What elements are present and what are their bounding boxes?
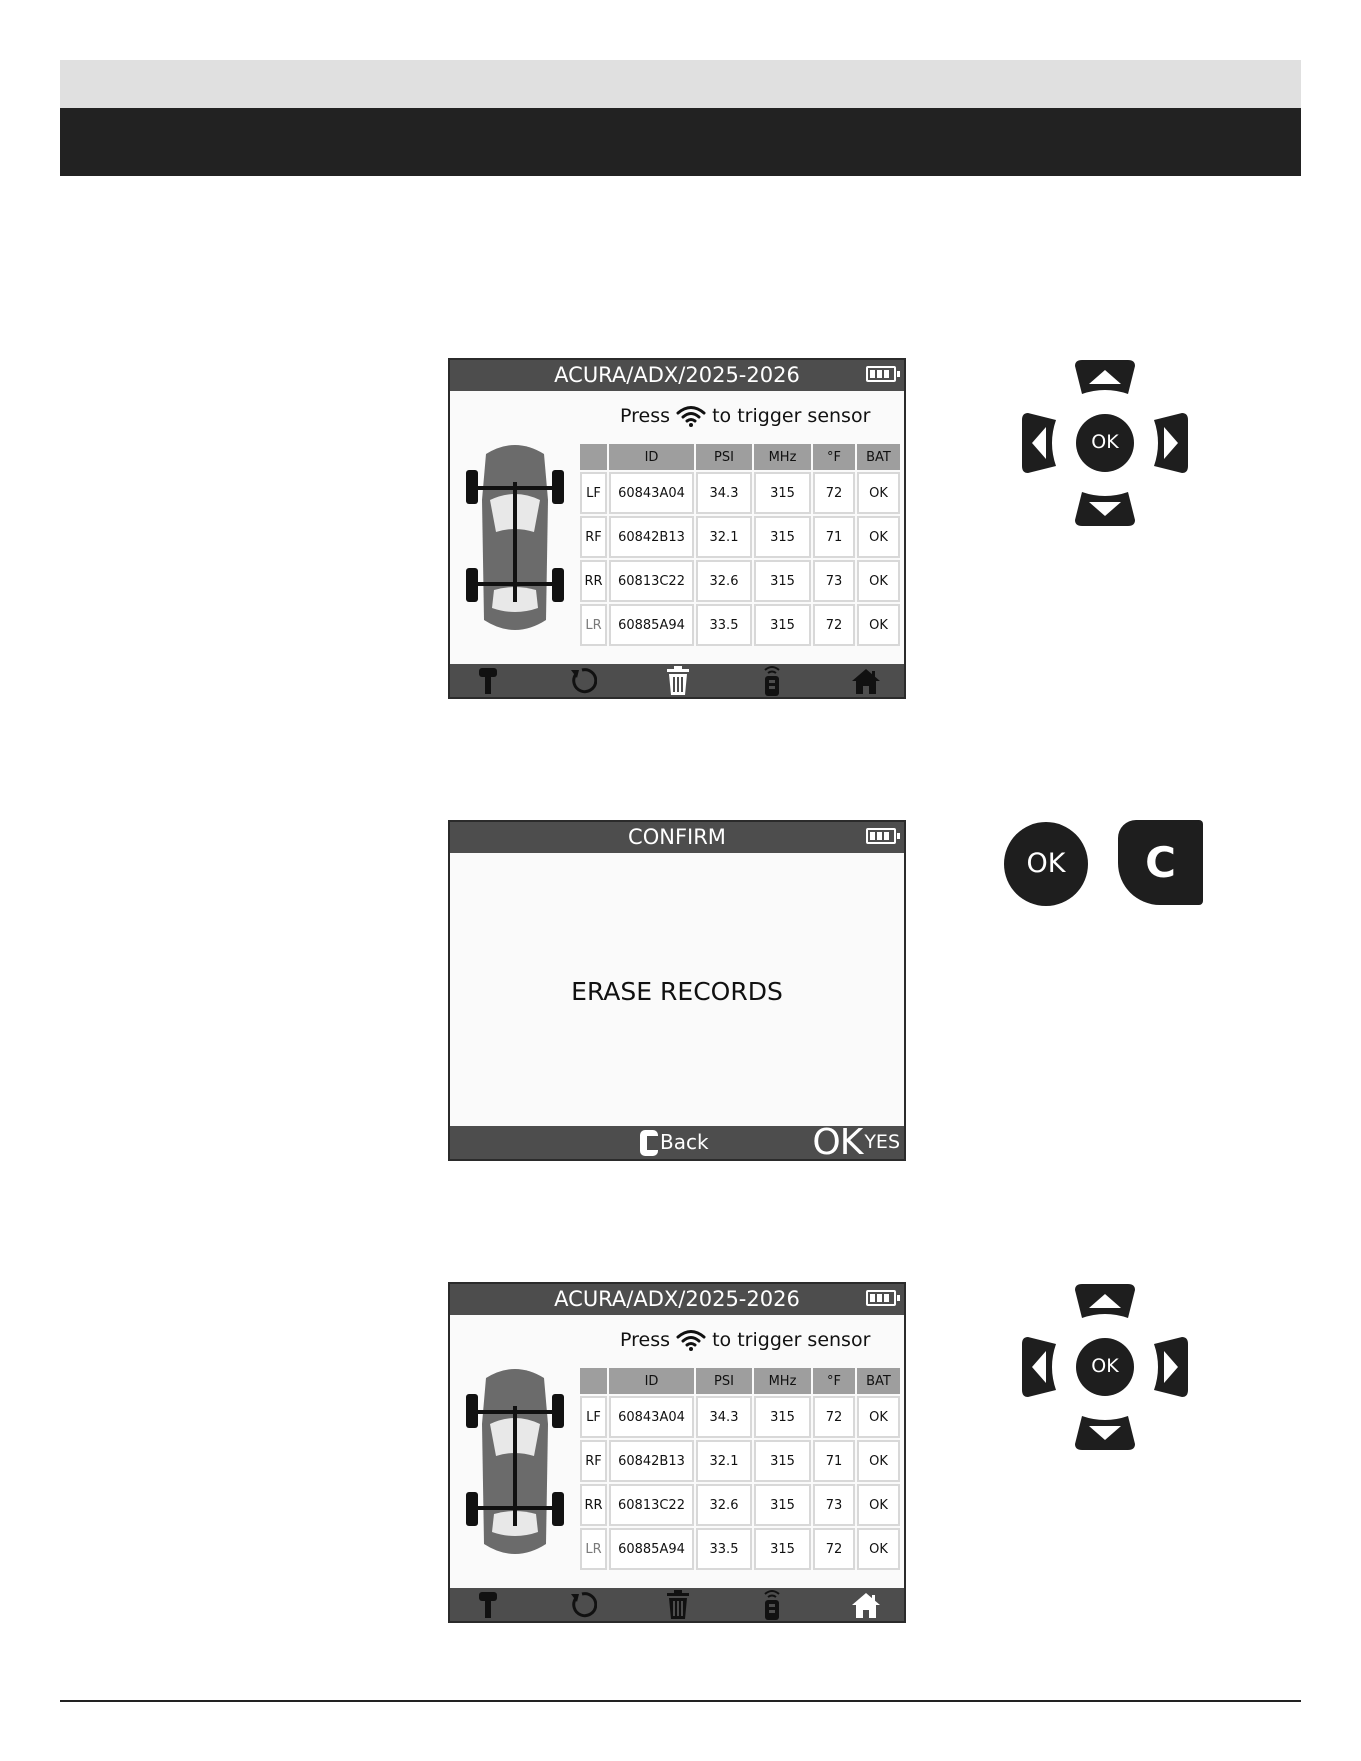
trash-icon[interactable] bbox=[658, 1588, 698, 1621]
cell-mhz: 315 bbox=[754, 472, 811, 514]
sensor-tool-icon[interactable] bbox=[468, 1588, 508, 1621]
car-diagram bbox=[464, 440, 566, 642]
cell-position: LF bbox=[580, 472, 607, 514]
screen-title-bar bbox=[450, 360, 904, 391]
home-icon[interactable] bbox=[846, 1588, 886, 1621]
ok-center-button[interactable]: OK bbox=[1091, 1355, 1119, 1377]
prompt-text-after: to trigger sensor bbox=[712, 405, 871, 427]
battery-icon bbox=[866, 828, 896, 844]
table-row[interactable] bbox=[580, 1440, 900, 1482]
battery-icon bbox=[866, 366, 896, 382]
cell-psi: 32.6 bbox=[696, 1484, 752, 1526]
prompt-text-before: Press bbox=[620, 405, 671, 427]
battery-icon bbox=[866, 1290, 896, 1306]
table-row[interactable] bbox=[580, 1396, 900, 1438]
navigation-dpad bbox=[1020, 358, 1190, 528]
c-key-button[interactable]: C bbox=[1118, 820, 1203, 905]
key-fob-icon[interactable] bbox=[752, 1588, 792, 1621]
tire-lf bbox=[466, 1394, 478, 1428]
tire-rf bbox=[552, 1394, 564, 1428]
back-action[interactable] bbox=[640, 1126, 709, 1159]
cell-battery: OK bbox=[857, 1484, 900, 1526]
cell-mhz: 315 bbox=[754, 604, 811, 646]
cell-battery: OK bbox=[857, 516, 900, 558]
tire-rf bbox=[552, 470, 564, 504]
cell-position: RR bbox=[580, 560, 607, 602]
cell-position: LR bbox=[580, 604, 607, 646]
cell-id: 60842B13 bbox=[609, 1440, 694, 1482]
back-label: Back bbox=[660, 1130, 709, 1154]
cell-psi: 32.1 bbox=[696, 516, 752, 558]
prompt-text-before: Press bbox=[620, 1329, 671, 1351]
cell-position: RF bbox=[580, 1440, 607, 1482]
tool-screen-sensor-list-1 bbox=[448, 358, 906, 699]
cell-battery: OK bbox=[857, 472, 900, 514]
sensor-tool-icon[interactable] bbox=[468, 664, 508, 697]
screen-bottom-bar bbox=[450, 1588, 904, 1621]
tire-rr bbox=[552, 1492, 564, 1526]
table-row[interactable] bbox=[580, 472, 900, 514]
trigger-prompt bbox=[620, 1328, 870, 1352]
header-light-band bbox=[60, 60, 1301, 108]
yes-label: YES bbox=[864, 1131, 900, 1153]
table-row[interactable] bbox=[580, 604, 900, 646]
cell-temp: 71 bbox=[813, 1440, 855, 1482]
cell-temp: 73 bbox=[813, 1484, 855, 1526]
cell-id: 60885A94 bbox=[609, 1528, 694, 1570]
screen-title: ACURA/ADX/2025-2026 bbox=[554, 363, 800, 387]
table-row[interactable] bbox=[580, 1528, 900, 1570]
refresh-icon[interactable] bbox=[562, 664, 602, 697]
col-header-temp: °F bbox=[813, 1368, 855, 1394]
cell-temp: 72 bbox=[813, 1396, 855, 1438]
prompt-text-after: to trigger sensor bbox=[712, 1329, 871, 1351]
cell-battery: OK bbox=[857, 1440, 900, 1482]
tire-lr bbox=[466, 1492, 478, 1526]
table-row[interactable] bbox=[580, 516, 900, 558]
cell-id: 60843A04 bbox=[609, 472, 694, 514]
cell-mhz: 315 bbox=[754, 560, 811, 602]
screen-bottom-bar bbox=[450, 664, 904, 697]
screen-bottom-bar bbox=[450, 1122, 904, 1161]
cell-temp: 72 bbox=[813, 1528, 855, 1570]
cell-mhz: 315 bbox=[754, 1440, 811, 1482]
cell-mhz: 315 bbox=[754, 1528, 811, 1570]
key-fob-icon[interactable] bbox=[752, 664, 792, 697]
cell-id: 60842B13 bbox=[609, 516, 694, 558]
tire-lf bbox=[466, 470, 478, 504]
cell-position: RF bbox=[580, 516, 607, 558]
footer-rule bbox=[60, 1700, 1301, 1702]
cell-battery: OK bbox=[857, 604, 900, 646]
cell-psi: 34.3 bbox=[696, 1396, 752, 1438]
cell-id: 60813C22 bbox=[609, 560, 694, 602]
ok-key-button[interactable]: OK bbox=[1004, 822, 1088, 906]
table-row[interactable] bbox=[580, 1484, 900, 1526]
ok-center-button[interactable]: OK bbox=[1091, 431, 1119, 453]
cell-psi: 33.5 bbox=[696, 1528, 752, 1570]
col-header-mhz: MHz bbox=[754, 444, 811, 470]
cell-mhz: 315 bbox=[754, 516, 811, 558]
trigger-prompt bbox=[620, 404, 870, 428]
tool-screen-confirm bbox=[448, 820, 906, 1161]
confirm-message: ERASE RECORDS bbox=[571, 977, 783, 1006]
table-row[interactable] bbox=[580, 560, 900, 602]
cell-temp: 72 bbox=[813, 604, 855, 646]
c-key-icon bbox=[640, 1130, 658, 1156]
navigation-dpad bbox=[1020, 1282, 1190, 1452]
col-header-psi: PSI bbox=[696, 1368, 752, 1394]
cell-position: LF bbox=[580, 1396, 607, 1438]
cell-mhz: 315 bbox=[754, 1396, 811, 1438]
cell-position: RR bbox=[580, 1484, 607, 1526]
cell-temp: 73 bbox=[813, 560, 855, 602]
cell-id: 60813C22 bbox=[609, 1484, 694, 1526]
cell-mhz: 315 bbox=[754, 1484, 811, 1526]
col-header-battery: BAT bbox=[857, 1368, 900, 1394]
screen-title-bar bbox=[450, 1284, 904, 1315]
cell-id: 60885A94 bbox=[609, 604, 694, 646]
screen-title: CONFIRM bbox=[628, 825, 726, 849]
cell-id: 60843A04 bbox=[609, 1396, 694, 1438]
tire-lr bbox=[466, 568, 478, 602]
home-icon[interactable] bbox=[846, 664, 886, 697]
col-header-id: ID bbox=[609, 444, 694, 470]
header-dark-band bbox=[60, 108, 1301, 176]
tool-screen-sensor-list-2 bbox=[448, 1282, 906, 1623]
sensor-table bbox=[578, 1366, 902, 1572]
cell-position: LR bbox=[580, 1528, 607, 1570]
wireless-trigger-icon bbox=[676, 404, 706, 428]
cell-psi: 32.6 bbox=[696, 560, 752, 602]
col-header-position bbox=[580, 1368, 607, 1394]
cell-psi: 32.1 bbox=[696, 1440, 752, 1482]
col-header-psi: PSI bbox=[696, 444, 752, 470]
cell-battery: OK bbox=[857, 1528, 900, 1570]
col-header-battery: BAT bbox=[857, 444, 900, 470]
cell-psi: 33.5 bbox=[696, 604, 752, 646]
cell-battery: OK bbox=[857, 560, 900, 602]
yes-action[interactable] bbox=[812, 1122, 900, 1161]
cell-temp: 71 bbox=[813, 516, 855, 558]
cell-temp: 72 bbox=[813, 472, 855, 514]
refresh-icon[interactable] bbox=[562, 1588, 602, 1621]
col-header-id: ID bbox=[609, 1368, 694, 1394]
col-header-temp: °F bbox=[813, 444, 855, 470]
wireless-trigger-icon bbox=[676, 1328, 706, 1352]
screen-title: ACURA/ADX/2025-2026 bbox=[554, 1287, 800, 1311]
col-header-position bbox=[580, 444, 607, 470]
trash-icon[interactable] bbox=[658, 664, 698, 697]
sensor-table bbox=[578, 442, 902, 648]
ok-glyph: OK bbox=[812, 1122, 863, 1161]
cell-battery: OK bbox=[857, 1396, 900, 1438]
cell-psi: 34.3 bbox=[696, 472, 752, 514]
car-diagram bbox=[464, 1364, 566, 1566]
tire-rr bbox=[552, 568, 564, 602]
screen-title-bar bbox=[450, 822, 904, 853]
col-header-mhz: MHz bbox=[754, 1368, 811, 1394]
